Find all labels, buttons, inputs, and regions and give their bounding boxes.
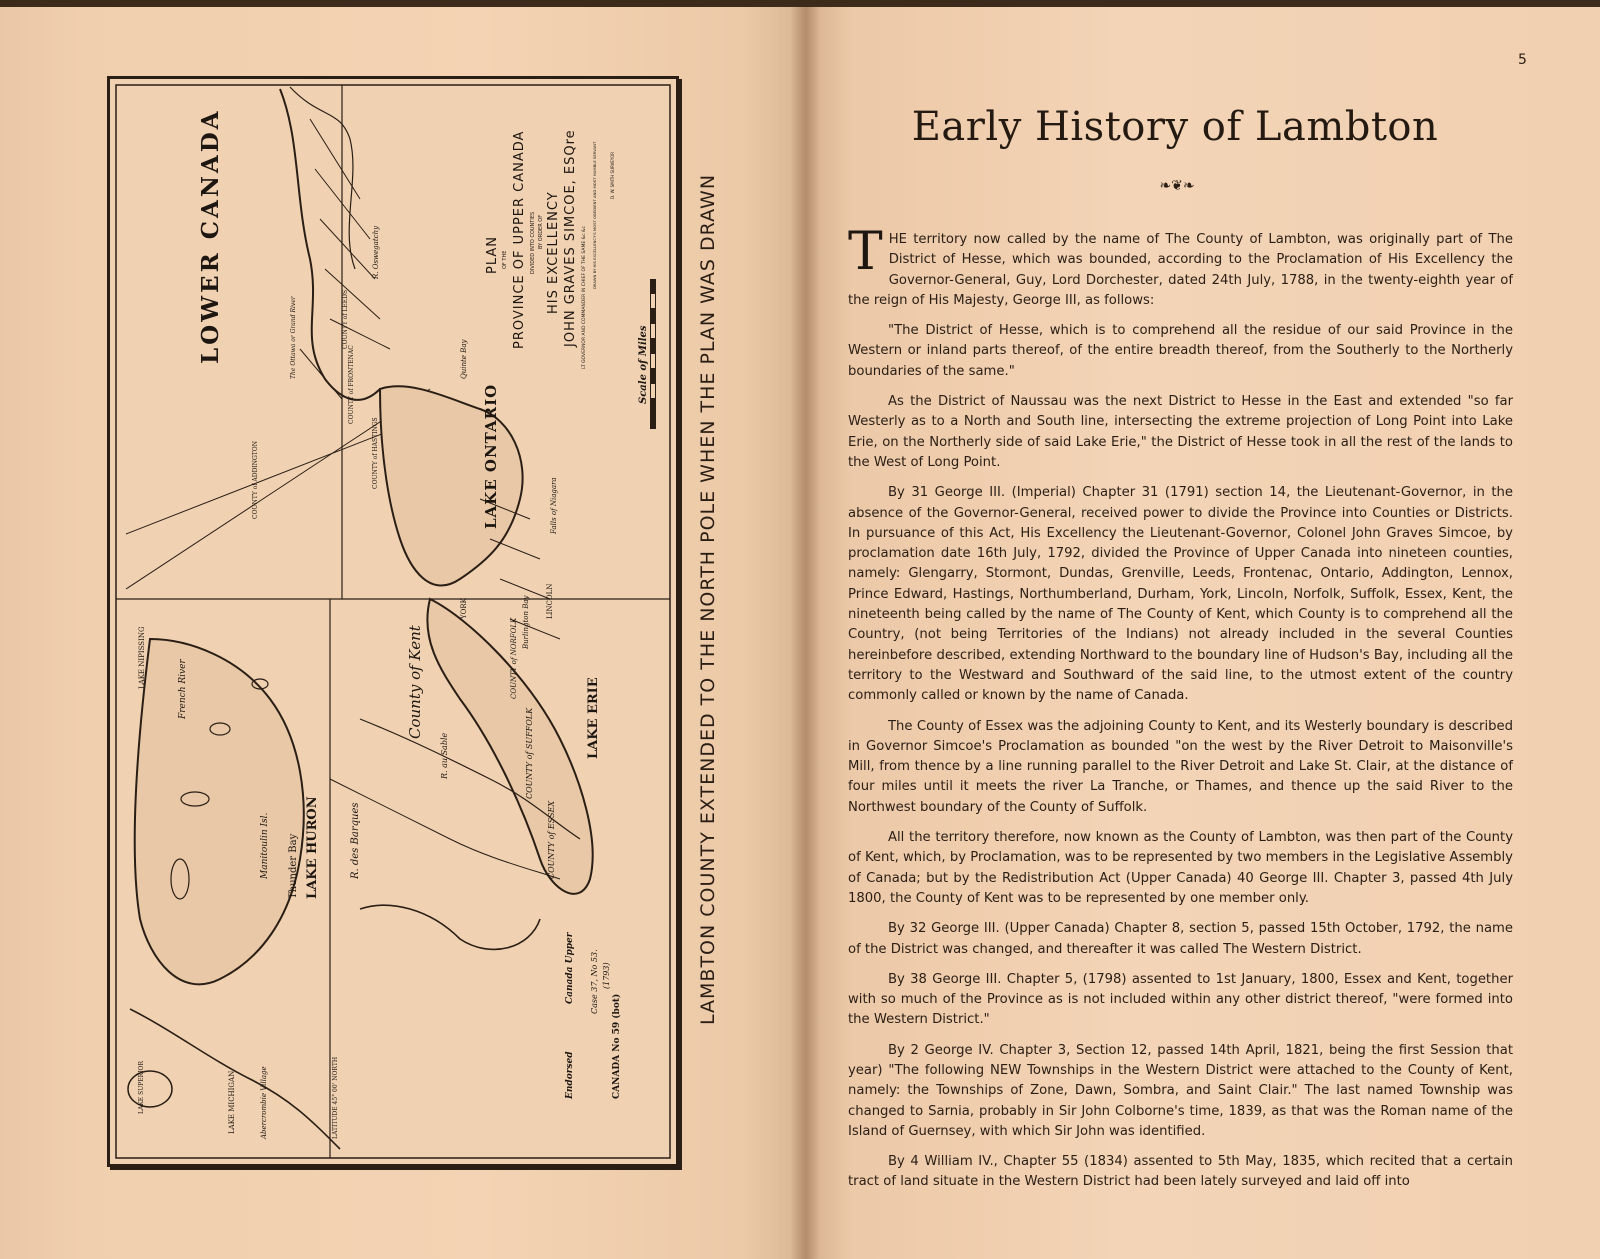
map-title-lt-governor: LT GOVERNOR AND COMMANDER IN CHIEF OF THE SAME &c &c: [582, 225, 587, 369]
map-case: Case 37, No 53.: [590, 949, 599, 1014]
map-caption: LAMBTON COUNTY EXTENDED TO THE NORTH POLE WHEN THE PLAN WAS DRAWN: [697, 173, 719, 1025]
top-edge: [0, 0, 1600, 7]
map-title-his-excellency: HIS EXCELLENCY: [546, 191, 561, 314]
label-county-of-lincoln: LINCOLN: [546, 583, 554, 619]
label-quinte-bay: Quinte Bay: [460, 339, 468, 379]
title-ornament: ❧❦❧: [1159, 178, 1195, 194]
map-title-plan: PLAN: [485, 236, 500, 274]
map-endorsed: Endorsed: [565, 1051, 575, 1099]
paragraph: By 31 George III. (Imperial) Chapter 31 (1791) section 14, the Lieutenant-Governor, in the absence of the Governor-General, received power to divide the Province into Counties or Districts. In pursuance of this Act, His Excellency the Lieutenant-Governor, Colonel John Graves Simcoe, by proclamation date 16th July, 1792, divided the Province of Upper Canada into nineteen counties, namely: Glengarry, Stormont, Dundas, Grenville, Leeds, Frontenac, Ontario, Addington, Lennox, Prince Edward, Hastings, Northumberland, Durham, York, Lincoln, Norfolk, Suffolk, Essex, Kent, the nineteenth being called by the name of The County of Kent, which County is to comprehend all the Country, (not being Territories of the Indians) not already included in the several Counties hereinbefore described, extending Northward to the boundary line of Hudson's Bay, including all the territory to the Westward and Southward of the said line, to the utmost extent of the country commonly called or known by the name of Canada.: [848, 485, 1513, 704]
historic-map: [107, 76, 679, 1167]
label-french-river: French River: [178, 659, 188, 719]
paragraph: THE territory now called by the name of The County of Lambton, was originally part of The District of Hesse, which was bounded, according to the Proclamation of His Excellency the Governor-General, Guy, Lord Dorchester, dated 24th July, 1788, in the twenty-eighth year of the reign of His Majesty, George III, as follows:: [848, 222, 1513, 308]
label-riv-au-sable: R. au Sable: [440, 732, 449, 779]
label-lake-ontario: LAKE ONTARIO: [482, 383, 500, 529]
label-lake-erie: LAKE ERIE: [586, 677, 601, 759]
label-county-of-suffolk: COUNTY of SUFFOLK: [525, 707, 534, 799]
label-thunder-bay: Thunder Bay: [288, 833, 299, 899]
map-title-province: PROVINCE OF UPPER CANADA: [512, 130, 527, 349]
map-canada-no: CANADA No 59 (bot): [612, 993, 622, 1099]
label-ottawa-river: The Ottawa or Grand River: [290, 296, 297, 379]
book-gutter: [790, 0, 820, 1259]
label-county-of-kent: County of Kent: [406, 625, 424, 739]
label-abercrombie-village: Abercrombie Village: [260, 1066, 268, 1139]
label-lake-michigan: LAKE MICHIGAN: [228, 1070, 236, 1134]
label-lake-huron: LAKE HURON: [305, 796, 320, 899]
label-county-of-hastings: COUNTY of HASTINGS: [372, 417, 379, 489]
paragraph: By 4 William IV., Chapter 55 (1834) assented to 5th May, 1835, which recited that a certain tract of land situate in the Western District had been lately surveyed and laid off into: [848, 1154, 1513, 1190]
paragraph: By 38 George III. Chapter 5, (1798) assented to 1st January, 1800, Essex and Kent, together with so much of the Province as is not included within any other district thereof, "were formed into the Western District.": [848, 971, 1513, 1028]
map-title-by-order: BY ORDER OF: [538, 214, 544, 249]
label-county-of-norfolk: COUNTY of NORFOLK: [510, 617, 518, 699]
label-latitude: LATITUDE 45° 00' NORTH: [332, 1056, 339, 1139]
label-falls-of-niagara: Falls of Niagara: [550, 477, 558, 534]
label-county-of-essex: COUNTY of ESSEX: [547, 800, 556, 879]
label-county-of-addington: COUNTY of ADDINGTON: [252, 441, 259, 519]
paragraph: As the District of Naussau was the next District to Hesse in the East and extended "so far Westerly as to a North and South line, intersecting the extreme projection of Long Point into Lake Erie, on the Northerly side of said Lake Erie," the District of Hesse took in all the rest of the lands to the West of Long Point.: [848, 394, 1513, 470]
paragraph: All the territory therefore, now known as the County of Lambton, was then part of the County of Kent, which, by Proclamation, was to be represented by two members in the Legislative Assembly of Canada; but by the Redistribution Act (Upper Canada) 40 George III. Chapter 3, passed 4th July 1800, the County of Kent was to be represented by one member only.: [848, 830, 1513, 906]
label-lower-canada: LOWER CANADA: [197, 108, 224, 364]
label-county-of-york: YORK: [460, 598, 468, 619]
drop-cap: T: [848, 222, 883, 282]
map-year: (1793): [602, 962, 611, 989]
label-county-of-leeds: COUNTY of LEEDS: [342, 289, 349, 349]
label-burlington-bay: Burlington Bay: [522, 595, 530, 649]
article-body: [848, 222, 1513, 1203]
label-oswegatchy: R. Oswegatchy: [372, 225, 380, 279]
map-scale-label: Scale of Miles: [638, 325, 649, 404]
map-title-john-graves: JOHN GRAVES SIMCOE, ESQre: [563, 129, 578, 347]
map-title-divided: DIVIDED INTO COUNTIES: [530, 211, 536, 274]
map-title-of-the: OF THE: [502, 250, 508, 269]
label-r-des-barques: R. des Barques: [350, 802, 361, 879]
paragraph: The County of Essex was the adjoining County to Kent, and its Westerly boundary is described in Governor Simcoe's Proclamation as bounded "on the west by the River Detroit to Maisonville's Mill, from thence by a line running parallel to the River Detroit and Lake St. Clair, at the distance of four miles until it meets the river La Tranche, or Thames, and thence up the said River to the Northwest boundary of the County of Suffolk.: [848, 718, 1513, 815]
map-title-surveyor: D. W. SMITH SURVEYOR: [610, 152, 615, 199]
label-manitoulin: Manitoulin Isl.: [260, 812, 270, 879]
paragraph: By 32 George III. (Upper Canada) Chapter 8, section 5, passed 15th October, 1792, the name of the District was changed, and thereafter it was called The Western District.: [848, 921, 1513, 957]
page-title: Early History of Lambton: [911, 104, 1439, 150]
label-lake-nipissing: LAKE NIPISSING: [138, 626, 146, 689]
map-canada-upper: Canada Upper: [565, 932, 575, 1004]
label-lake-superior: LAKE SUPERIOR: [138, 1061, 145, 1114]
page-number: 5: [1518, 52, 1527, 68]
map-title-drawn-by: DRAWN BY HIS EXCELLENCY'S MOST OBEDIENT AND MOST HUMBLE SERVANT: [592, 141, 597, 289]
paragraph: "The District of Hesse, which is to comprehend all the residue of our said Province in the Western or inland parts thereof, of the entire breadth thereof, from the Southerly to the Northerly boundaries of the same.": [848, 323, 1513, 379]
paragraph: By 2 George IV. Chapter 3, Section 12, passed 14th April, 1821, being the first Session that year) "The following NEW Townships in the Western District were attached to the County of Kent, namely: the Townships of Zone, Dawn, Sombra, and Saint Clair." The last named Township was changed to Sarnia, probably in Sir John Colborne's time, 1839, as that was the Roman name of the Island of Guernsey, with which Sir John was identified.: [848, 1042, 1513, 1139]
label-county-of-frontenac: COUNTY of FRONTENAC: [348, 345, 355, 424]
